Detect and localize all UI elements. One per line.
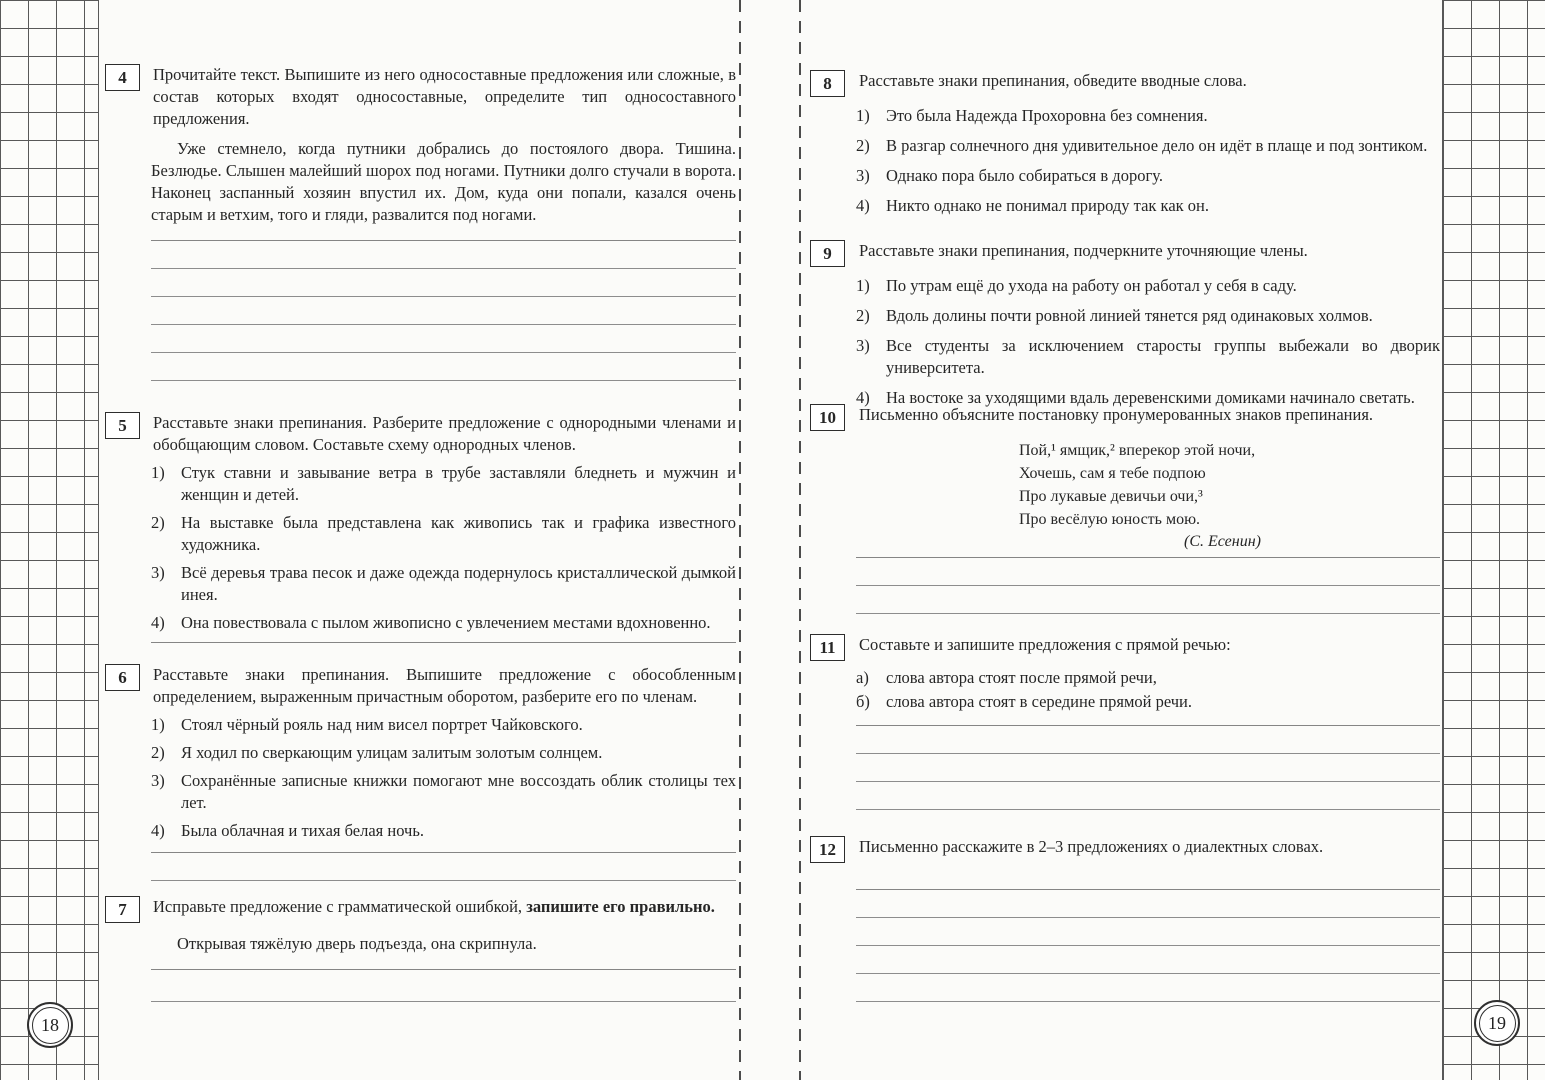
exercise-header [810, 70, 1440, 97]
exercise-item [856, 335, 1440, 379]
exercise-body [856, 105, 1440, 217]
page-number: 18 [32, 1007, 69, 1044]
exercise-11 [810, 634, 1440, 837]
reading-passage: Уже стемнело, когда путники добрались до постоялого двора. Тишина. Безлюдье. Слышен малейший шорох под ногами. Путники долго стучали в ворота. Наконец заспанный хозяин впустил их. Дом, куда они попали, казался очень старым и ветхим, того и гляди, развалится под ногами. [151, 139, 736, 224]
exercise-number: 9 [810, 240, 845, 267]
exercise-item [151, 820, 736, 842]
exercise-body [151, 462, 736, 634]
exercise-header [810, 634, 1440, 661]
exercise-number: 12 [810, 836, 845, 863]
exercise-item [151, 462, 736, 506]
exercise-item [856, 195, 1440, 217]
item-marker: б) [856, 692, 870, 711]
exercise-item [856, 135, 1440, 157]
item-marker: а) [856, 668, 869, 687]
answer-line [856, 1001, 1440, 1029]
item-marker: 1) [856, 276, 870, 295]
item-marker: 1) [151, 463, 165, 482]
poem-line: Про лукавые девичьи очи,³ [1019, 488, 1203, 505]
answer-line [151, 268, 736, 296]
exercise-task: Расставьте знаки препинания, подчеркните уточняющие члены. [859, 241, 1308, 260]
exercise-item [151, 714, 736, 736]
exercise-7 [105, 896, 736, 1033]
answer-line [151, 240, 736, 268]
answer-line [151, 296, 736, 324]
exercise-header [105, 412, 736, 456]
exercise-header [810, 240, 1440, 267]
item-marker: 3) [151, 563, 165, 582]
exercise-item [856, 305, 1440, 327]
answer-lines [856, 725, 1440, 837]
cut-line-left-page [739, 0, 741, 1080]
item-marker: 3) [856, 166, 870, 185]
exercise-header [810, 404, 1440, 431]
exercise-header [105, 896, 736, 923]
answer-lines [856, 889, 1440, 1029]
exercise-9 [810, 240, 1440, 409]
item-marker: 2) [151, 513, 165, 532]
answer-line [151, 969, 736, 1001]
answer-lines [151, 969, 736, 1033]
poem-line: Пой,¹ ямщик,² вперекор этой ночи, [1019, 442, 1256, 459]
exercise-10 [810, 404, 1440, 641]
answer-line [856, 945, 1440, 973]
graph-paper-right-margin [1442, 0, 1545, 1080]
exercise-item [856, 667, 1440, 689]
answer-line [856, 725, 1440, 753]
exercise-6 [105, 664, 736, 908]
task-text: Исправьте предложение с грамматической ошибкой, [153, 897, 527, 916]
exercise-item [151, 562, 736, 606]
item-text: В разгар солнечного дня удивительное дело он идёт в плаще и под зонтиком. [886, 136, 1428, 155]
exercise-body [151, 138, 736, 226]
answer-line [856, 889, 1440, 917]
answer-line [856, 973, 1440, 1001]
item-marker: 1) [856, 106, 870, 125]
exercise-body [856, 667, 1440, 713]
answer-line [151, 1001, 736, 1033]
item-marker: 4) [856, 196, 870, 215]
exercise-8 [810, 70, 1440, 217]
item-marker: 3) [151, 771, 165, 790]
item-text: Всё деревья трава песок и даже одежда подернулось кристаллической дымкой инея. [181, 563, 736, 604]
page-right [810, 0, 1440, 1080]
item-marker: 2) [151, 743, 165, 762]
graph-paper-left-margin [0, 0, 99, 1080]
exercise-5 [105, 412, 736, 670]
answer-line [856, 753, 1440, 781]
item-marker: 2) [856, 306, 870, 325]
item-text: слова автора стоят после прямой речи, [886, 668, 1157, 687]
exercise-task: Письменно расскажите в 2–3 предложениях о диалектных словах. [859, 837, 1324, 856]
task-text-bold: запишите его правильно. [526, 897, 715, 916]
item-text: По утрам ещё до ухода на работу он работал у себя в саду. [886, 276, 1297, 295]
exercise-item [151, 770, 736, 814]
page-number-badge [1474, 1000, 1520, 1046]
exercise-header [105, 64, 736, 130]
answer-line [856, 557, 1440, 585]
item-text: Вдоль долины почти ровной линией тянется ряд одинаковых холмов. [886, 306, 1373, 325]
exercise-task: Расставьте знаки препинания. Выпишите предложение с обособленным определением, выраженным причастным оборотом, разберите его по членам. [153, 665, 736, 706]
item-text: Была облачная и тихая белая ночь. [181, 821, 424, 840]
item-text: Никто однако не понимал природу так как он. [886, 196, 1209, 215]
exercise-item [856, 165, 1440, 187]
exercise-12 [810, 836, 1440, 1029]
answer-line [856, 781, 1440, 809]
answer-lines [856, 557, 1440, 641]
poem [810, 439, 1440, 531]
exercise-number: 6 [105, 664, 140, 691]
item-text: Она повествовала с пылом живописно с увлечением местами вдохновенно. [181, 613, 711, 632]
item-text: Это была Надежда Прохоровна без сомнения. [886, 106, 1208, 125]
poem-line: Хочешь, сам я тебе подпою [1019, 465, 1206, 482]
item-text: Однако пора было собираться в дорогу. [886, 166, 1163, 185]
exercise-body [151, 714, 736, 842]
exercise-item [856, 105, 1440, 127]
item-text: На востоке за уходящими вдаль деревенскими домиками начинало светать. [886, 388, 1415, 407]
exercise-body [856, 275, 1440, 409]
answer-line [856, 917, 1440, 945]
item-text: Стук ставни и завывание ветра в трубе заставляли бледнеть и мужчин и женщин и детей. [181, 463, 736, 504]
item-marker: 4) [856, 388, 870, 407]
exercise-number: 5 [105, 412, 140, 439]
item-text: Сохранённые записные книжки помогают мне воссоздать облик столицы тех лет. [181, 771, 736, 812]
exercise-number: 4 [105, 64, 140, 91]
cut-line-right-page [799, 0, 801, 1080]
answer-line [856, 585, 1440, 613]
exercise-body [151, 933, 736, 955]
exercise-number: 7 [105, 896, 140, 923]
exercise-item [151, 512, 736, 556]
item-marker: 4) [151, 613, 165, 632]
exercise-item [151, 742, 736, 764]
exercise-task: Письменно объясните постановку пронумерованных знаков препинания. [859, 405, 1374, 424]
exercise-number: 11 [810, 634, 845, 661]
exercise-number: 10 [810, 404, 845, 431]
exercise-header [810, 836, 1440, 863]
answer-line [151, 352, 736, 380]
exercise-number: 8 [810, 70, 845, 97]
answer-line [151, 852, 736, 880]
exercise-item [856, 275, 1440, 297]
item-marker: 3) [856, 336, 870, 355]
item-marker: 2) [856, 136, 870, 155]
exercise-4 [105, 64, 736, 408]
item-text: Стоял чёрный рояль над ним висел портрет Чайковского. [181, 715, 583, 734]
exercise-task: Расставьте знаки препинания, обведите вводные слова. [859, 71, 1247, 90]
item-text: Все студенты за исключением старосты группы выбежали во дворик университета. [886, 336, 1440, 377]
poem-line: Про весёлую юность мою. [1019, 511, 1201, 528]
exercise-header [105, 664, 736, 708]
page-left [105, 0, 736, 1080]
exercise-task: Прочитайте текст. Выпишите из него односоставные предложения или сложные, в состав которых входят односоставные, определите тип односоставного предложения. [153, 65, 736, 128]
item-marker: 4) [151, 821, 165, 840]
item-marker: 1) [151, 715, 165, 734]
answer-line [151, 324, 736, 352]
item-text: На выставке была представлена как живопись так и графика известного художника. [181, 513, 736, 554]
page-number-badge [27, 1002, 73, 1048]
item-text: Я ходил по сверкающим улицам залитым золотым солнцем. [181, 743, 603, 762]
answer-lines [151, 240, 736, 408]
exercise-item [856, 691, 1440, 713]
page-number: 19 [1479, 1005, 1516, 1042]
answer-line [856, 809, 1440, 837]
exercise-task: Составьте и запишите предложения с прямой речью: [859, 635, 1231, 654]
poem-author: (С. Есенин) [1184, 533, 1261, 550]
exercise-item [151, 612, 736, 634]
exercise-task: Расставьте знаки препинания. Разберите предложение с однородными членами и обобщающим словом. Составьте схему однородных членов. [153, 413, 736, 454]
answer-line [151, 380, 736, 408]
sample-sentence: Открывая тяжёлую дверь подъезда, она скрипнула. [177, 934, 537, 953]
item-text: слова автора стоят в середине прямой речи. [886, 692, 1193, 711]
exercise-task [153, 896, 736, 918]
